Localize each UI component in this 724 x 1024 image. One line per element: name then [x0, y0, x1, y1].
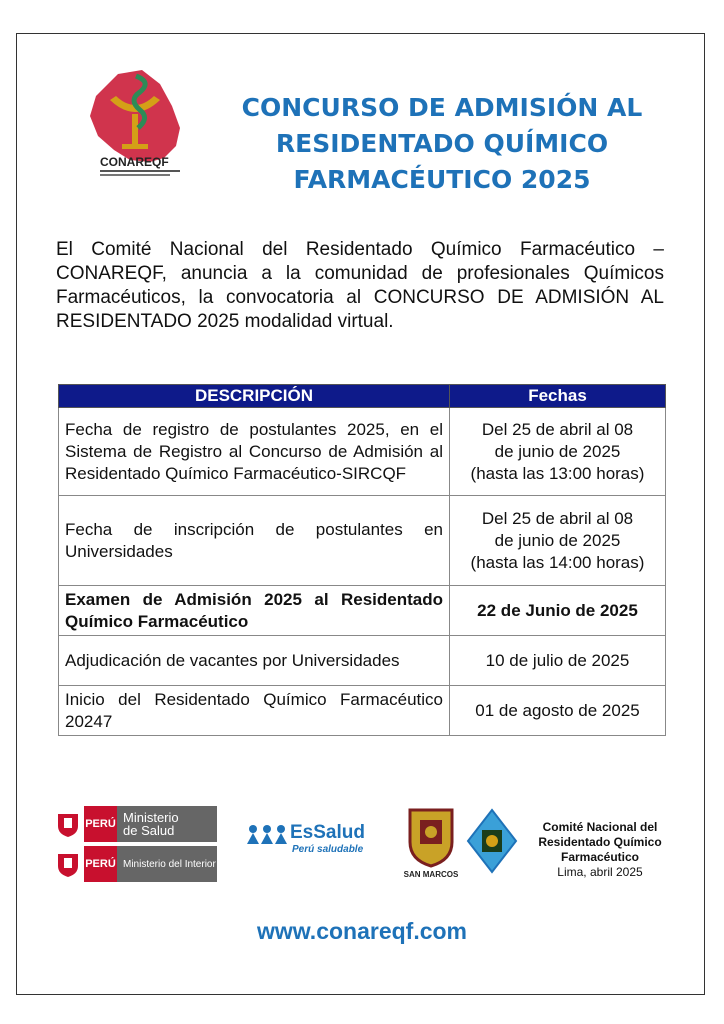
- date-line: (hasta las 14:00 horas): [470, 552, 645, 572]
- title-line-1: CONCURSO DE ADMISIÓN AL: [241, 93, 643, 122]
- unmsm-name: SAN MARCOS: [403, 870, 459, 879]
- pharmacy-seal-icon: [466, 808, 518, 874]
- credit-org-line: Residentado Químico: [538, 835, 662, 849]
- date-line: Del 25 de abril al 08: [481, 419, 634, 439]
- logo-wordmark: CONAREQF: [100, 155, 169, 169]
- page-title: [232, 90, 652, 198]
- table-row: [59, 586, 666, 636]
- peru-label: PERÚ: [84, 846, 117, 882]
- row-date: 01 de agosto de 2025: [450, 686, 666, 736]
- row-date: 22 de Junio de 2025: [450, 586, 666, 636]
- conareqf-logo: [80, 66, 190, 186]
- mininter-label: Ministerio del Interior: [117, 846, 217, 882]
- table-row: [59, 636, 666, 686]
- row-date: [450, 496, 666, 586]
- table-row: [59, 408, 666, 496]
- row-date: [450, 408, 666, 496]
- date-line: de junio de 2025: [494, 530, 621, 550]
- row-description: Examen de Admisión 2025 al Residentado Químico Farmacéutico: [59, 586, 450, 636]
- date-line: Del 25 de abril al 08: [481, 508, 634, 528]
- title-line-3: FARMACÉUTICO 2025: [293, 165, 591, 194]
- peru-label: PERÚ: [84, 806, 117, 842]
- header-dates: Fechas: [450, 385, 666, 408]
- credit-place-date: Lima, abril 2025: [557, 865, 643, 879]
- credit-org-line: Comité Nacional del: [542, 820, 658, 834]
- essalud-tagline: Perú saludable: [292, 844, 364, 855]
- peru-shield-icon: [56, 852, 80, 878]
- row-description: Inicio del Residentado Químico Farmacéutico 20247: [59, 686, 450, 736]
- row-date: 10 de julio de 2025: [450, 636, 666, 686]
- row-description: Adjudicación de vacantes por Universidades: [59, 636, 450, 686]
- minsa-label: [117, 806, 217, 842]
- credit-block: [520, 820, 680, 880]
- table-header-row: [59, 385, 666, 408]
- row-description: Fecha de inscripción de postulantes en Universidades: [59, 496, 450, 586]
- peru-shield-icon: [56, 812, 80, 838]
- website-link[interactable]: www.conareqf.com: [256, 918, 468, 944]
- credit-org-line: Farmacéutico: [560, 850, 640, 864]
- header-description: DESCRIPCIÓN: [59, 385, 450, 408]
- date-line: (hasta las 13:00 horas): [470, 463, 645, 483]
- intro-paragraph: El Comité Nacional del Residentado Químico Farmacéutico – CONAREQF, anuncia a la comunidad de profesionales Químicos Farmacéuticos, la convocatoria al CONCURSO DE ADMISIÓN AL RESIDENTADO 2025 modalidad virtual.: [56, 239, 664, 332]
- date-line: de junio de 2025: [494, 441, 621, 461]
- essalud-logo: [246, 822, 376, 862]
- university-crest-icon: [406, 806, 456, 868]
- unmsm-logo: [402, 806, 460, 886]
- essalud-name: EsSalud: [290, 822, 365, 843]
- schedule-table: [58, 384, 666, 736]
- title-line-2: RESIDENTADO QUÍMICO: [275, 129, 609, 158]
- table-row: [59, 496, 666, 586]
- minsa-line: de Salud: [123, 823, 175, 838]
- table-row: [59, 686, 666, 736]
- people-icon: [246, 824, 288, 846]
- row-description: Fecha de registro de postulantes 2025, en el Sistema de Registro al Concurso de Admisión al Residentado Químico Farmacéutico-SIRCQF: [59, 408, 450, 496]
- minsa-line: Ministerio: [123, 810, 179, 825]
